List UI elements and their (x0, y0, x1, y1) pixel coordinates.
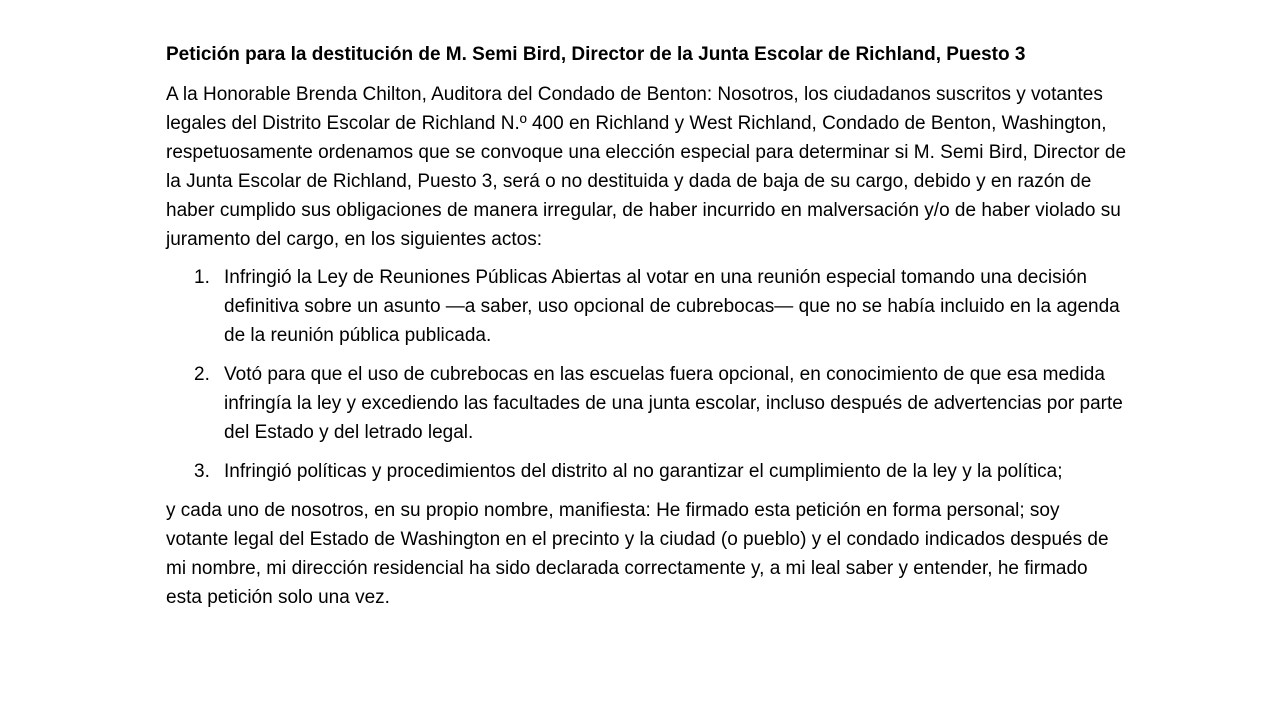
list-item-number: 1. (194, 267, 210, 288)
list-item-text: Infringió políticas y procedimientos del distrito al no garantizar el cumplimiento de la ley y la política; (224, 461, 1063, 482)
petition-document (166, 40, 1126, 612)
list-item-number: 3. (194, 461, 210, 482)
acts-list (166, 263, 1126, 486)
list-item-text: Infringió la Ley de Reuniones Públicas Abiertas al votar en una reunión especial tomando una decisión definitiva sobre un asunto —a saber, uso opcional de cubrebocas— que no se había incluido en la agenda de la reunión pública publicada. (224, 267, 1120, 346)
list-item-text: Votó para que el uso de cubrebocas en las escuelas fuera opcional, en conocimiento de que esa medida infringía la ley y excediendo las facultades de una junta escolar, incluso después de advertencias por parte del Estado y del letrado legal. (224, 364, 1123, 443)
closing-paragraph: y cada uno de nosotros, en su propio nombre, manifiesta: He firmado esta petición en forma personal; soy votante legal del Estado de Washington en el precinto y la ciudad (o pueblo) y el condado indicados después de mi nombre, mi dirección residencial ha sido declarada correctamente y, a mi leal saber y entender, he firmado esta petición solo una vez. (166, 500, 1109, 608)
list-item (166, 457, 1126, 486)
list-item (166, 360, 1126, 447)
document-title: Petición para la destitución de M. Semi Bird, Director de la Junta Escolar de Richland, Puesto 3 (166, 44, 1026, 65)
list-item-number: 2. (194, 364, 210, 385)
intro-paragraph: A la Honorable Brenda Chilton, Auditora del Condado de Benton: Nosotros, los ciudadanos suscritos y votantes legales del Distrito Escolar de Richland N.º 400 en Richland y West Richland, Condado de Benton, Washington, respetuosamente ordenamos que se convoque una elección especial para determinar si M. Semi Bird, Director de la Junta Escolar de Richland, Puesto 3, será o no destituida y dada de baja de su cargo, debido y en razón de haber cumplido sus obligaciones de manera irregular, de haber incurrido en malversación y/o de haber violado su juramento del cargo, en los siguientes actos: (166, 84, 1127, 250)
list-item (166, 263, 1126, 350)
